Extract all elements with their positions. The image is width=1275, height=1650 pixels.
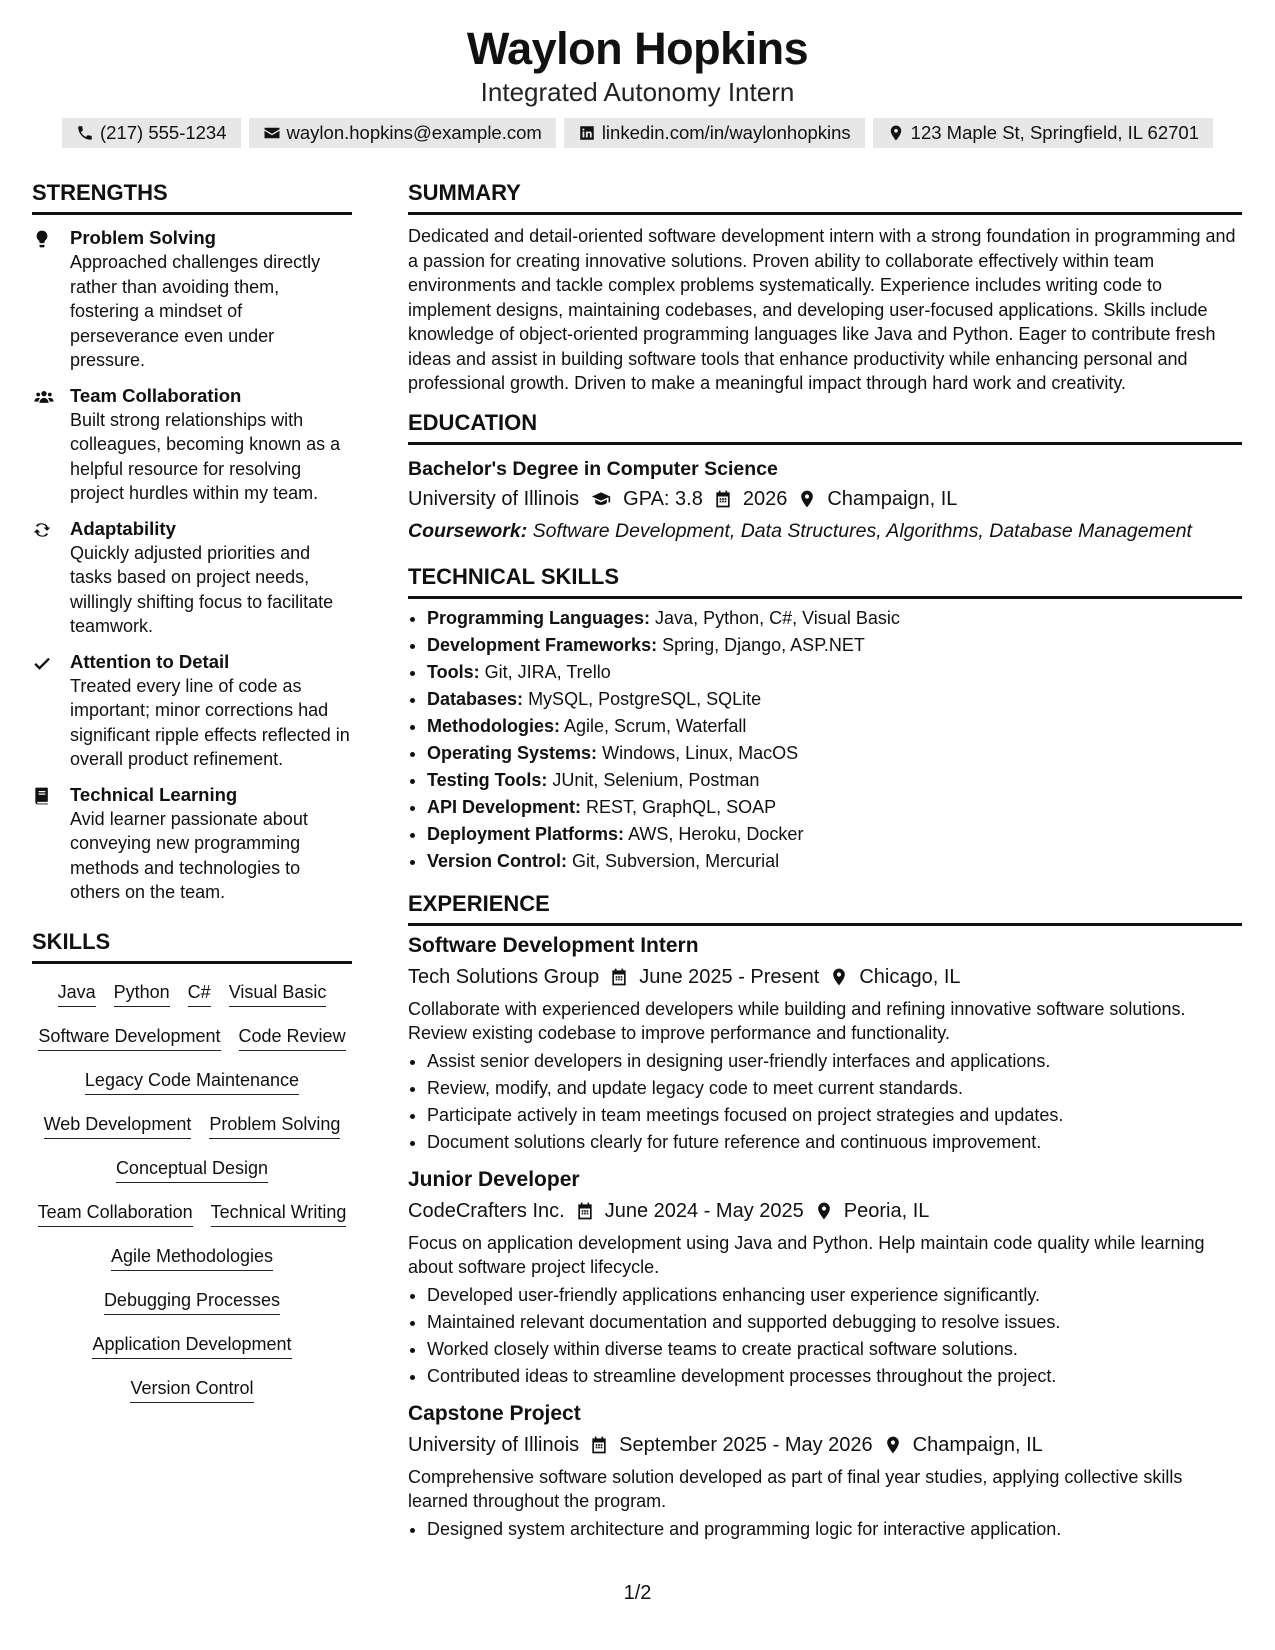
tech-skill-value: Git, Subversion, Mercurial bbox=[572, 850, 780, 871]
company: CodeCrafters Inc. bbox=[408, 1199, 565, 1222]
phone-icon bbox=[76, 124, 94, 142]
strength-item bbox=[32, 650, 352, 772]
strength-item bbox=[32, 226, 352, 373]
tech-skill-item bbox=[427, 740, 1242, 767]
map-marker-icon bbox=[814, 1201, 834, 1221]
skill-tag: Technical Writing bbox=[211, 1200, 347, 1227]
skill-tag: Code Review bbox=[239, 1024, 346, 1051]
tech-skill-value: REST, GraphQL, SOAP bbox=[586, 796, 777, 817]
strength-desc: Built strong relationships with colleagues, becoming known as a helpful resource for resolving project hurdles within my team. bbox=[70, 409, 341, 503]
job-meta bbox=[408, 963, 1242, 991]
gpa: GPA: 3.8 bbox=[623, 487, 703, 510]
tech-skill-label: Deployment Platforms: bbox=[427, 823, 625, 844]
job-description: Focus on application development using Java and Python. Help maintain code quality while learning about software project lifecycle. bbox=[408, 1232, 1205, 1277]
skill-tag: Web Development bbox=[44, 1112, 192, 1139]
company: Tech Solutions Group bbox=[408, 965, 600, 988]
tech-skill-item bbox=[427, 794, 1242, 821]
school-name: University of Illinois bbox=[408, 487, 580, 510]
map-marker-icon bbox=[829, 967, 849, 987]
tech-skill-value: Windows, Linux, MacOS bbox=[602, 742, 799, 763]
tech-skill-item bbox=[427, 659, 1242, 686]
tech-skill-value: Java, Python, C#, Visual Basic bbox=[655, 607, 900, 628]
coursework bbox=[408, 518, 1242, 544]
job-bullet: • Contributed ideas to streamline development processes throughout the project. bbox=[427, 1363, 1242, 1390]
job-bullets bbox=[408, 1282, 1242, 1390]
contact-email[interactable] bbox=[249, 118, 556, 148]
contact-address[interactable] bbox=[873, 118, 1213, 148]
strengths-heading: STRENGTHS bbox=[32, 178, 352, 215]
tech-skill-item bbox=[427, 848, 1242, 875]
job-location: Peoria, IL bbox=[843, 1199, 930, 1222]
job-title: Integrated Autonomy Intern bbox=[480, 77, 795, 107]
job-entry bbox=[408, 1166, 1242, 1390]
technical-skills-list bbox=[408, 605, 1242, 875]
skill-tag: Application Development bbox=[92, 1332, 291, 1359]
tech-skill-value: Spring, Django, ASP.NET bbox=[662, 634, 865, 655]
technical-skills-heading: TECHNICAL SKILLS bbox=[408, 562, 1242, 599]
tech-skill-label: Operating Systems: bbox=[427, 742, 598, 763]
job-bullet: • Participate actively in team meetings focused on project strategies and updates. bbox=[427, 1102, 1242, 1129]
linkedin-text: linkedin.com/in/waylonhopkins bbox=[601, 122, 851, 143]
job-title: Junior Developer bbox=[408, 1167, 580, 1191]
tech-skill-value: Agile, Scrum, Waterfall bbox=[564, 715, 747, 736]
strength-title: Technical Learning bbox=[70, 783, 238, 805]
tech-skill-item bbox=[427, 821, 1242, 848]
address-text: 123 Maple St, Springfield, IL 62701 bbox=[910, 122, 1199, 143]
map-marker-icon bbox=[883, 1435, 903, 1455]
book-icon bbox=[32, 786, 52, 806]
skills-list bbox=[32, 980, 352, 1403]
job-location: Champaign, IL bbox=[912, 1433, 1043, 1456]
strength-item bbox=[32, 783, 352, 905]
strength-title: Adaptability bbox=[70, 517, 176, 539]
sync-icon bbox=[32, 520, 52, 540]
map-marker-icon bbox=[797, 489, 817, 509]
strength-desc: Approached challenges directly rather than avoiding them, fostering a mindset of perseverance even under pressure. bbox=[70, 252, 321, 370]
linkedin-icon bbox=[578, 124, 596, 142]
resume-header bbox=[0, 0, 1275, 148]
company: University of Illinois bbox=[408, 1433, 580, 1456]
tech-skill-value: JUnit, Selenium, Postman bbox=[552, 769, 760, 790]
job-location: Chicago, IL bbox=[859, 965, 961, 988]
graduation-year: 2026 bbox=[742, 487, 788, 510]
education-meta bbox=[408, 485, 1242, 513]
skill-tag: Team Collaboration bbox=[38, 1200, 193, 1227]
job-bullets bbox=[408, 1048, 1242, 1156]
skill-tag: Agile Methodologies bbox=[111, 1244, 273, 1271]
tech-skill-label: Programming Languages: bbox=[427, 607, 651, 628]
tech-skill-label: Methodologies: bbox=[427, 715, 560, 736]
tech-skill-value: Git, JIRA, Trello bbox=[484, 661, 611, 682]
job-entry bbox=[408, 1400, 1242, 1543]
map-marker-icon bbox=[887, 124, 905, 142]
summary-text: Dedicated and detail-oriented software development intern with a strong foundation in programming and a passion for creating innovative solutions. Proven ability to collaborate effectively within team environments and tackle complex problems systematically. Experience includes writing code to implement designs, maintaining codebases, and developing user-focused applications. Skills include knowledge of object-oriented programming languages like Java and Python. Eager to contribute fresh ideas and assist in building software tools that enhance productivity while enhancing personal and professional growth. Driven to make a meaningful impact through hard work and creativity. bbox=[408, 226, 1236, 393]
strengths-list bbox=[32, 226, 352, 905]
strength-desc: Avid learner passionate about conveying new programming methods and technologies to others on the team. bbox=[70, 808, 308, 902]
skills-heading: SKILLS bbox=[32, 927, 352, 964]
tech-skill-label: Development Frameworks: bbox=[427, 634, 658, 655]
strength-item bbox=[32, 517, 352, 639]
job-entry bbox=[408, 932, 1242, 1156]
job-bullet: • Maintained relevant documentation and supported debugging to resolve issues. bbox=[427, 1309, 1242, 1336]
tech-skill-label: API Development: bbox=[427, 796, 582, 817]
tech-skill-label: Tools: bbox=[427, 661, 480, 682]
skill-tag: Debugging Processes bbox=[104, 1288, 280, 1315]
contact-linkedin[interactable] bbox=[564, 118, 865, 148]
job-bullets bbox=[408, 1516, 1242, 1543]
tech-skill-value: AWS, Heroku, Docker bbox=[628, 823, 804, 844]
calendar-icon bbox=[589, 1435, 609, 1455]
right-column bbox=[408, 178, 1242, 1543]
experience-heading: EXPERIENCE bbox=[408, 889, 1242, 926]
job-bullet: • Document solutions clearly for future reference and continuous improvement. bbox=[427, 1129, 1242, 1156]
phone-text: (217) 555-1234 bbox=[100, 122, 227, 143]
education-heading: EDUCATION bbox=[408, 408, 1242, 445]
strength-desc: Quickly adjusted priorities and tasks based on project needs, willingly shifting focus to facilitate teamwork. bbox=[70, 542, 334, 636]
job-bullet: • Designed system architecture and programming logic for interactive application. bbox=[427, 1516, 1242, 1543]
skill-tag: Legacy Code Maintenance bbox=[85, 1068, 299, 1095]
skill-tag: C# bbox=[188, 980, 211, 1007]
tech-skill-label: Version Control: bbox=[427, 850, 568, 871]
contact-bar bbox=[0, 118, 1275, 148]
skill-tag: Python bbox=[114, 980, 170, 1007]
tech-skill-item bbox=[427, 767, 1242, 794]
job-meta bbox=[408, 1197, 1242, 1225]
tech-skill-item bbox=[427, 605, 1242, 632]
lightbulb-icon bbox=[32, 229, 52, 249]
strength-item bbox=[32, 384, 352, 506]
strength-title: Team Collaboration bbox=[70, 384, 242, 406]
coursework-label: Coursework: bbox=[408, 519, 528, 542]
job-meta bbox=[408, 1431, 1242, 1459]
job-dates: June 2024 - May 2025 bbox=[604, 1199, 804, 1222]
job-bullet: • Developed user-friendly applications enhancing user experience significantly. bbox=[427, 1282, 1242, 1309]
calendar-icon bbox=[609, 967, 629, 987]
job-description: Collaborate with experienced developers while building and refining innovative software solutions. Review existing codebase to improve performance and functionality. bbox=[408, 998, 1186, 1043]
envelope-icon bbox=[263, 124, 281, 142]
calendar-icon bbox=[713, 489, 733, 509]
school-location: Champaign, IL bbox=[827, 487, 958, 510]
skill-tag: Java bbox=[58, 980, 96, 1007]
tech-skill-item bbox=[427, 632, 1242, 659]
skill-tag: Software Development bbox=[38, 1024, 220, 1051]
graduation-cap-icon bbox=[589, 489, 613, 509]
job-bullet: • Assist senior developers in designing user-friendly interfaces and applications. bbox=[427, 1048, 1242, 1075]
tech-skill-value: MySQL, PostgreSQL, SQLite bbox=[528, 688, 762, 709]
email-text: waylon.hopkins@example.com bbox=[286, 122, 542, 143]
summary-heading: SUMMARY bbox=[408, 178, 1242, 215]
job-title: Software Development Intern bbox=[408, 933, 699, 957]
users-icon bbox=[32, 387, 56, 407]
tech-skill-item bbox=[427, 686, 1242, 713]
skill-tag: Visual Basic bbox=[229, 980, 327, 1007]
skill-tag: Problem Solving bbox=[209, 1112, 340, 1139]
job-dates: June 2025 - Present bbox=[639, 965, 820, 988]
strength-title: Problem Solving bbox=[70, 227, 216, 248]
tech-skill-label: Testing Tools: bbox=[427, 769, 548, 790]
degree: Bachelor's Degree in Computer Science bbox=[408, 457, 778, 480]
job-bullet: • Review, modify, and update legacy code to meet current standards. bbox=[427, 1075, 1242, 1102]
job-bullet: • Worked closely within diverse teams to create practical software solutions. bbox=[427, 1336, 1242, 1363]
coursework-list: Software Development, Data Structures, Algorithms, Database Management bbox=[532, 519, 1192, 542]
tech-skill-label: Databases: bbox=[427, 688, 524, 709]
left-column bbox=[32, 178, 352, 1403]
calendar-icon bbox=[575, 1201, 595, 1221]
job-dates: September 2025 - May 2026 bbox=[619, 1433, 873, 1456]
contact-phone[interactable] bbox=[62, 118, 241, 148]
skill-tag: Version Control bbox=[130, 1376, 253, 1403]
job-description: Comprehensive software solution developed as part of final year studies, applying collective skills learned throughout the program. bbox=[408, 1466, 1183, 1511]
strength-desc: Treated every line of code as important; minor corrections had significant ripple effects reflected in overall product refinement. bbox=[70, 675, 350, 769]
strength-title: Attention to Detail bbox=[70, 650, 230, 672]
job-title: Capstone Project bbox=[408, 1401, 581, 1425]
candidate-name: Waylon Hopkins bbox=[466, 23, 809, 74]
page-number: 1/2 bbox=[623, 1582, 652, 1604]
tech-skill-item bbox=[427, 713, 1242, 740]
skill-tag: Conceptual Design bbox=[116, 1156, 268, 1183]
check-icon bbox=[32, 653, 52, 673]
